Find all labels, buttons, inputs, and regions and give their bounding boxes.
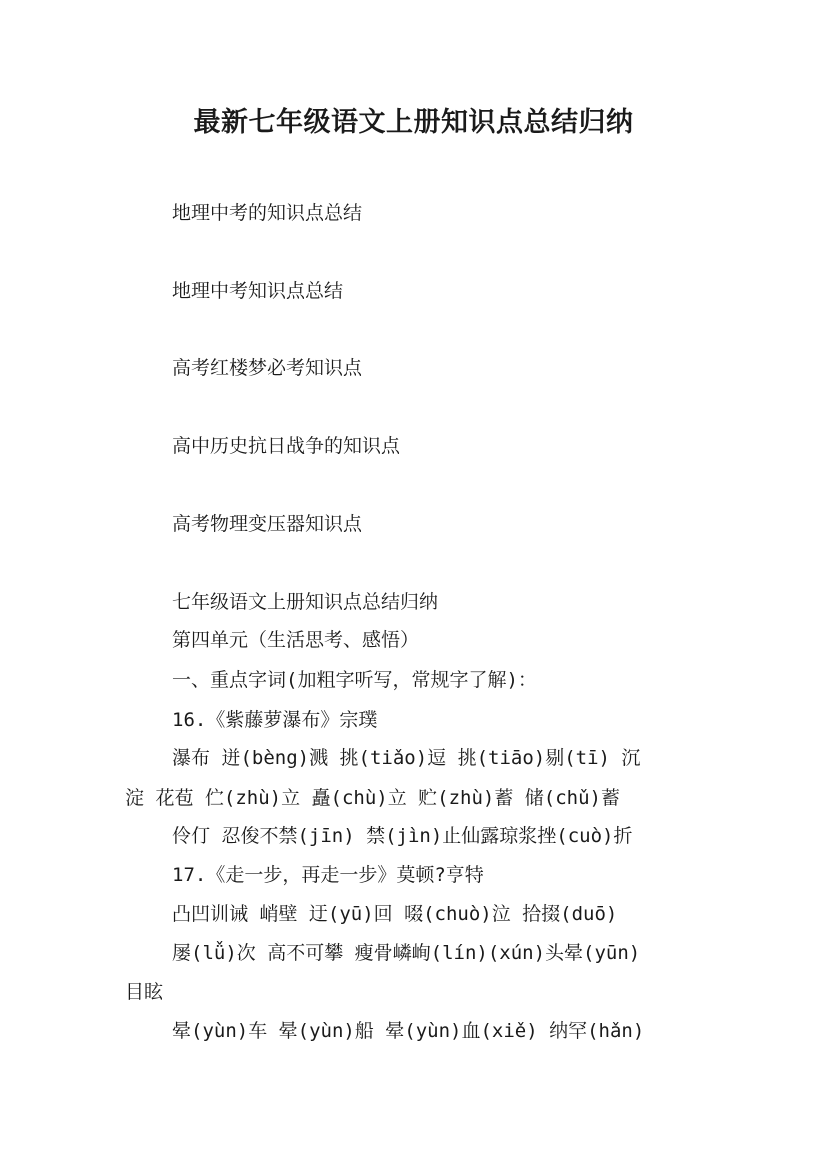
section-heading: 七年级语文上册知识点总结归纳: [172, 591, 439, 613]
vocabulary-line: 晕(yùn)车 晕(yùn)船 晕(yùn)血(xiě) 纳罕(hǎn): [172, 1020, 645, 1042]
related-link-item[interactable]: 高考物理变压器知识点: [172, 513, 363, 535]
vocabulary-line: 瀑布 迸(bèng)溅 挑(tiǎo)逗 挑(tiāo)剔(tī) 沉: [172, 747, 641, 769]
vocabulary-line: 凸凹训诫 峭壁 迂(yū)回 啜(chuò)泣 拾掇(duō): [172, 903, 618, 925]
document-title: 最新七年级语文上册知识点总结归纳: [193, 107, 634, 138]
vocabulary-line: 伶仃 忍俊不禁(jīn) 禁(jìn)止仙露琼浆挫(cuò)折: [172, 825, 633, 847]
subsection-heading: 一、重点字词(加粗字听写，常规字了解)：: [172, 669, 537, 691]
related-link-item[interactable]: 地理中考知识点总结: [172, 280, 344, 302]
lesson-heading: 17.《走一步，再走一步》莫顿?亨特: [172, 864, 484, 886]
vocabulary-line: 屡(lǚ)次 高不可攀 瘦骨嶙峋(lín)(xún)头晕(yūn): [172, 942, 641, 964]
related-link-item[interactable]: 高考红楼梦必考知识点: [172, 357, 363, 379]
lesson-heading: 16.《紫藤萝瀑布》宗璞: [172, 709, 378, 731]
unit-heading: 第四单元（生活思考、感悟）: [172, 629, 420, 651]
vocabulary-line: 目眩: [125, 981, 164, 1003]
vocabulary-line: 淀 花苞 伫(zhù)立 矗(chù)立 贮(zhù)蓄 储(chǔ)蓄: [125, 787, 620, 809]
related-link-item[interactable]: 地理中考的知识点总结: [172, 202, 363, 224]
related-link-item[interactable]: 高中历史抗日战争的知识点: [172, 435, 401, 457]
